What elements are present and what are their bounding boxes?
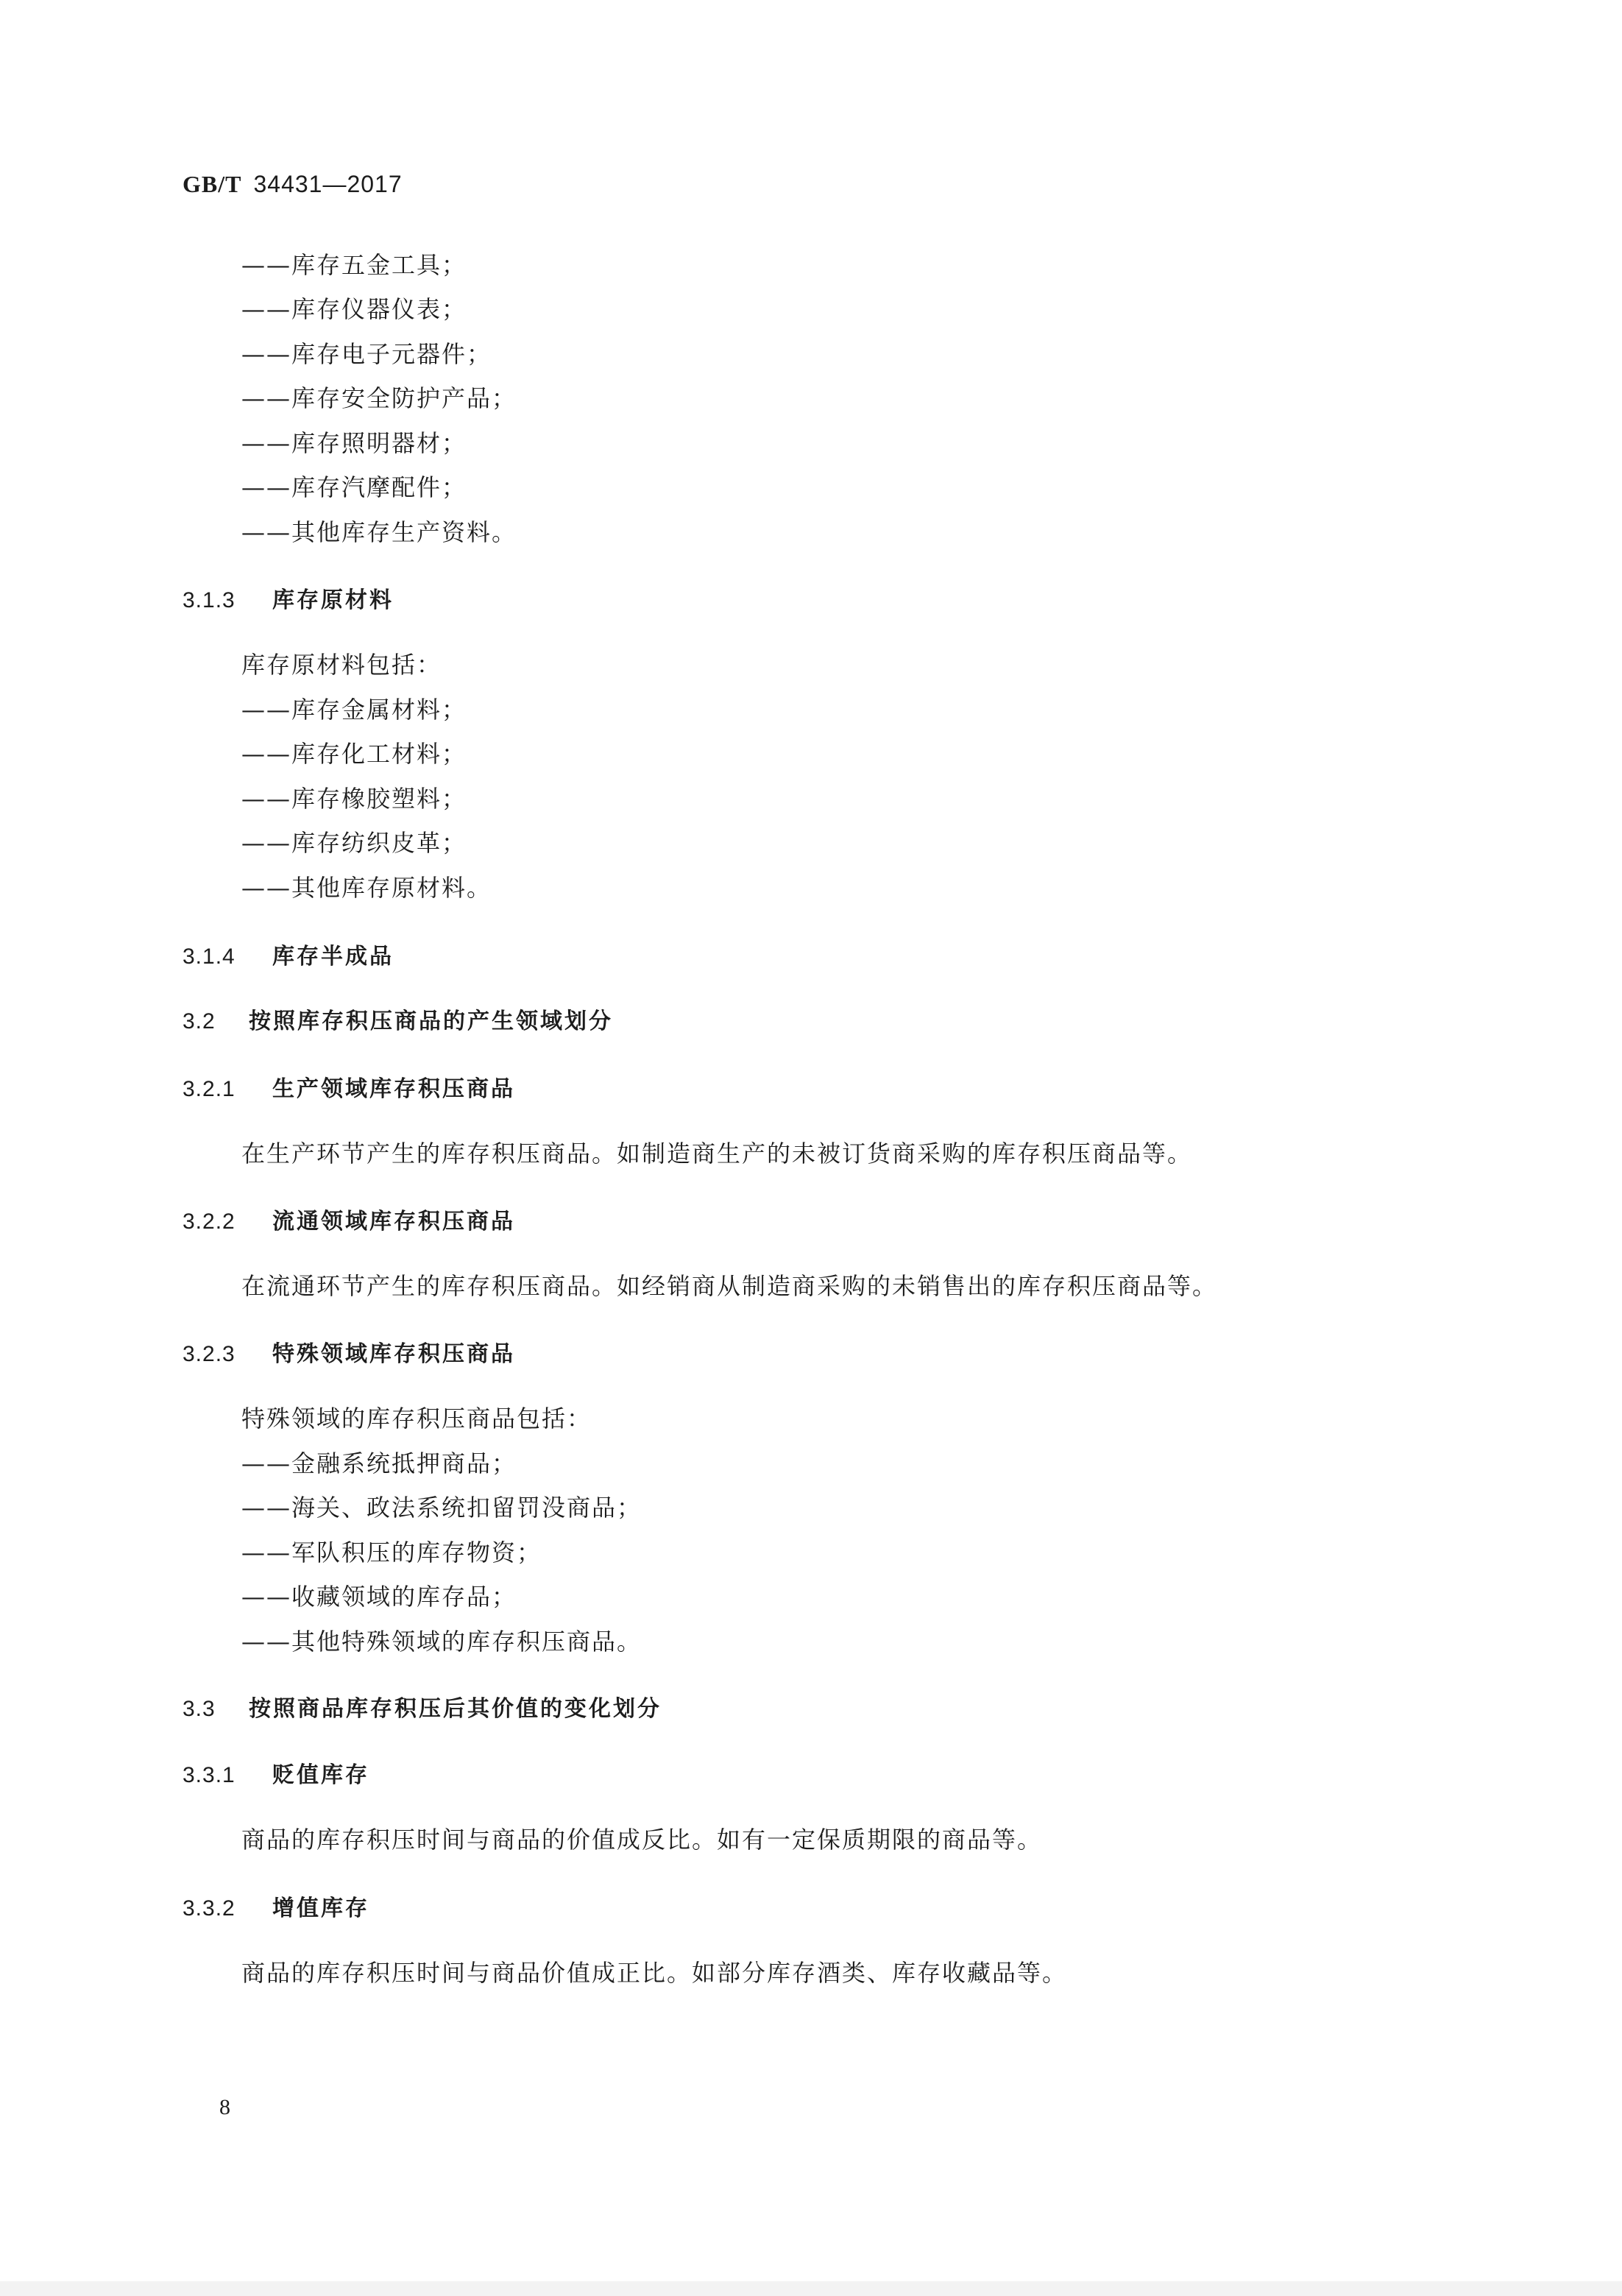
- section-number: 3.1.4: [183, 944, 235, 969]
- standard-number: 34431—2017: [253, 171, 403, 197]
- list-item: ——海关、政法系统扣留罚没商品；: [241, 1494, 642, 1522]
- paragraph: 商品的库存积压时间与商品的价值成反比。如有一定保质期限的商品等。: [241, 1826, 1043, 1854]
- section-heading-3-2-1: [183, 1075, 515, 1104]
- section-heading-3-3-1: [183, 1761, 369, 1790]
- section-heading-3-1-4: [183, 942, 394, 972]
- section-number: 3.3.1: [183, 1763, 235, 1787]
- paragraph: 在流通环节产生的库存积压商品。如经销商从制造商采购的未销售出的库存积压商品等。: [241, 1272, 1218, 1300]
- section-title: 按照库存积压商品的产生领域划分: [249, 1009, 613, 1034]
- section-number: 3.1.3: [183, 588, 235, 612]
- paragraph: 商品的库存积压时间与商品价值成正比。如部分库存酒类、库存收藏品等。: [241, 1959, 1068, 1987]
- list-item: ——库存照明器材；: [241, 429, 467, 457]
- section-number: 3.2.1: [183, 1077, 235, 1101]
- page-header: [183, 171, 403, 198]
- list-item: ——库存安全防护产品；: [241, 384, 517, 412]
- list-item: ——金融系统抵押商品；: [241, 1449, 517, 1477]
- section-number: 3.2: [183, 1009, 216, 1034]
- list-item: ——军队积压的库存物资；: [241, 1539, 542, 1566]
- list-item: ——库存五金工具；: [241, 251, 467, 279]
- list-item: ——其他库存原材料。: [241, 874, 492, 902]
- list-item: ——库存纺织皮革；: [241, 829, 467, 857]
- list-item: ——库存金属材料；: [241, 696, 467, 724]
- list-item: ——收藏领域的库存品；: [241, 1583, 517, 1611]
- section-title: 按照商品库存积压后其价值的变化划分: [249, 1696, 662, 1722]
- list-item: ——库存仪器仪表；: [241, 295, 467, 323]
- section-heading-3-2-3: [183, 1340, 515, 1369]
- standard-code: GB/T: [183, 171, 242, 197]
- list-item: ——库存汽摩配件；: [241, 473, 467, 501]
- list-item: ——库存化工材料；: [241, 740, 467, 768]
- section-heading-3-2: [183, 1007, 613, 1036]
- section-title: 增值库存: [272, 1896, 369, 1921]
- paragraph: 库存原材料包括：: [241, 651, 442, 679]
- list-item: ——库存橡胶塑料；: [241, 785, 467, 813]
- list-item: ——其他特殊领域的库存积压商品。: [241, 1628, 642, 1656]
- bottom-edge: [0, 2281, 1622, 2296]
- section-title: 库存原材料: [272, 587, 394, 613]
- section-number: 3.3.2: [183, 1896, 235, 1921]
- section-title: 库存半成品: [272, 944, 394, 969]
- section-number: 3.3: [183, 1697, 216, 1721]
- section-heading-3-2-2: [183, 1207, 515, 1237]
- paragraph: 在生产环节产生的库存积压商品。如制造商生产的未被订货商采购的库存积压商品等。: [241, 1140, 1193, 1168]
- section-number: 3.2.3: [183, 1342, 235, 1366]
- section-heading-3-3: [183, 1695, 662, 1724]
- list-item: ——库存电子元器件；: [241, 340, 492, 368]
- section-heading-3-1-3: [183, 586, 394, 615]
- section-title: 贬值库存: [272, 1762, 369, 1788]
- section-number: 3.2.2: [183, 1209, 235, 1234]
- paragraph: 特殊领域的库存积压商品包括：: [241, 1405, 592, 1433]
- section-title: 流通领域库存积压商品: [272, 1209, 515, 1234]
- section-title: 生产领域库存积压商品: [272, 1076, 515, 1102]
- page-number: 8: [219, 2095, 230, 2119]
- section-heading-3-3-2: [183, 1894, 369, 1924]
- list-item: ——其他库存生产资料。: [241, 518, 517, 546]
- section-title: 特殊领域库存积压商品: [272, 1341, 515, 1367]
